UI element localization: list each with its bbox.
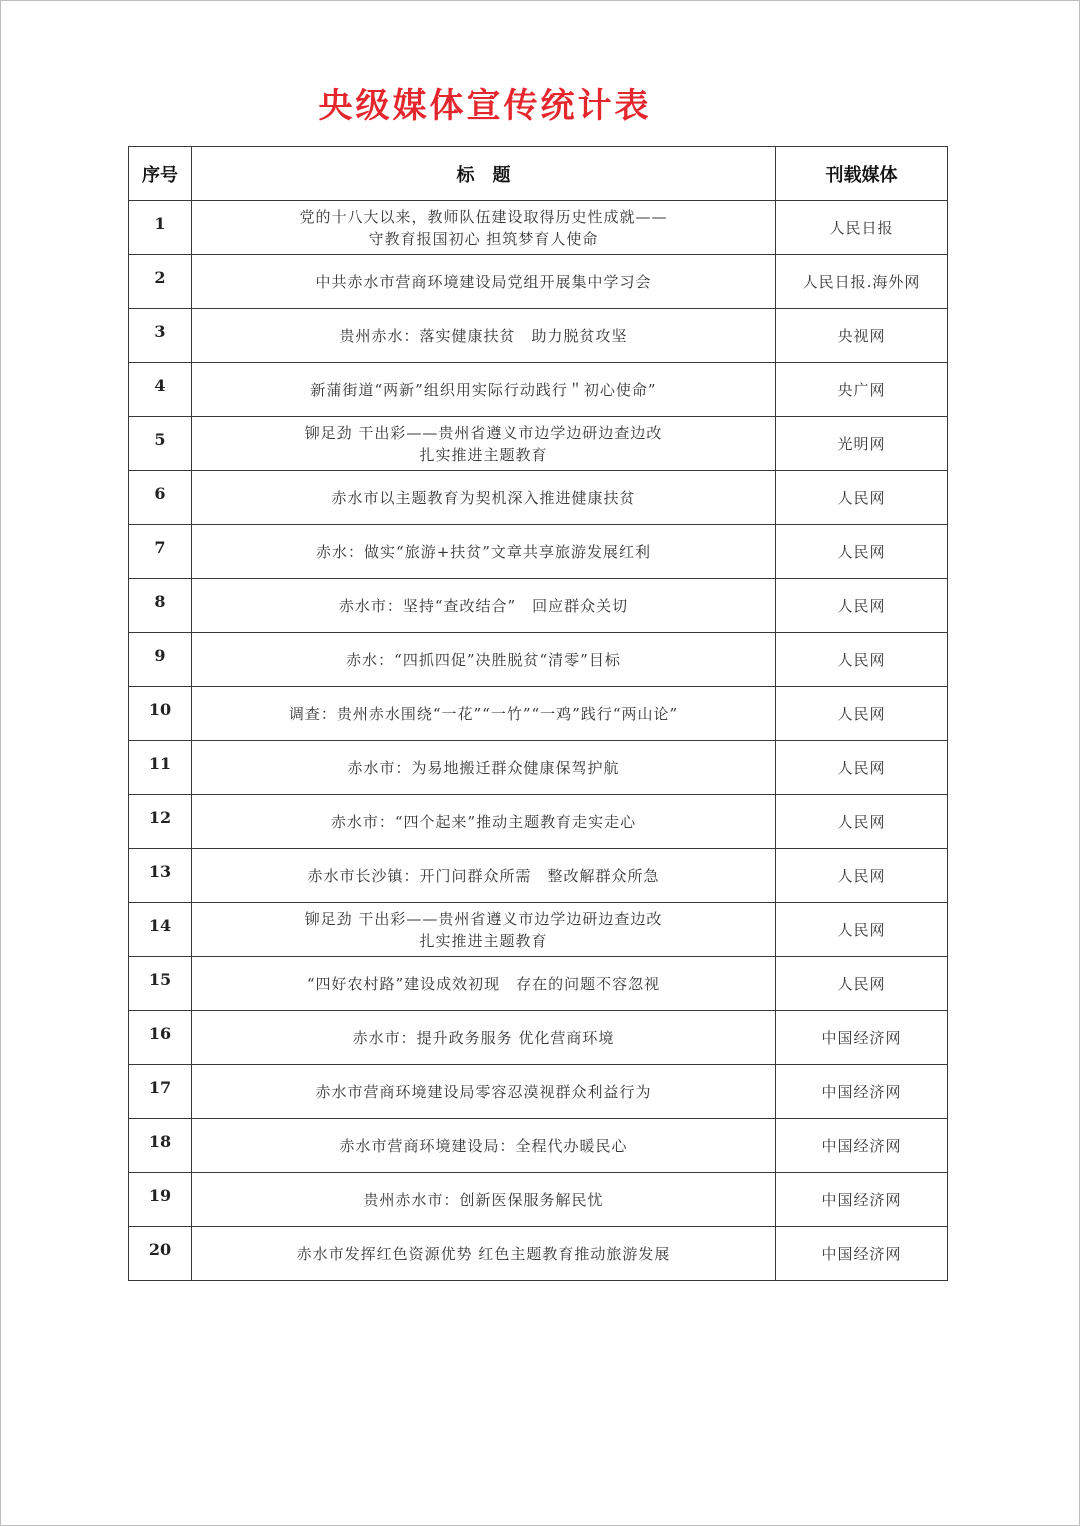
row-title: 赤水市：为易地搬迁群众健康保驾护航 — [192, 741, 776, 795]
row-media: 中国经济网 — [776, 1227, 948, 1281]
row-media: 光明网 — [776, 417, 948, 471]
row-seq: 5 — [129, 417, 192, 471]
table-row — [129, 633, 948, 687]
row-media: 人民日报 — [776, 201, 948, 255]
row-seq: 17 — [129, 1065, 192, 1119]
table-row — [129, 849, 948, 903]
row-title: 新蒲街道“两新”组织用实际行动践行＂初心使命” — [192, 363, 776, 417]
row-media: 央广网 — [776, 363, 948, 417]
row-media: 人民日报.海外网 — [776, 255, 948, 309]
table-row — [129, 525, 948, 579]
row-title: 铆足劲 干出彩——贵州省遵义市边学边研边查边改 扎实推进主题教育 — [192, 417, 776, 471]
row-title: 党的十八大以来，教师队伍建设取得历史性成就—— 守教育报国初心 担筑梦育人使命 — [192, 201, 776, 255]
row-seq: 9 — [129, 633, 192, 687]
row-title: 赤水市营商环境建设局零容忍漠视群众利益行为 — [192, 1065, 776, 1119]
row-media: 人民网 — [776, 741, 948, 795]
row-title: 赤水市：提升政务服务 优化营商环境 — [192, 1011, 776, 1065]
row-media: 央视网 — [776, 309, 948, 363]
row-media: 人民网 — [776, 903, 948, 957]
row-seq: 20 — [129, 1227, 192, 1281]
row-seq: 4 — [129, 363, 192, 417]
row-seq: 7 — [129, 525, 192, 579]
row-seq: 2 — [129, 255, 192, 309]
row-title: 铆足劲 干出彩——贵州省遵义市边学边研边查边改 扎实推进主题教育 — [192, 903, 776, 957]
row-media: 人民网 — [776, 795, 948, 849]
row-media: 人民网 — [776, 849, 948, 903]
row-media: 中国经济网 — [776, 1173, 948, 1227]
table-row — [129, 201, 948, 255]
row-media: 人民网 — [776, 579, 948, 633]
table-row — [129, 687, 948, 741]
row-media: 人民网 — [776, 525, 948, 579]
page-title: 央级媒体宣传统计表 — [318, 86, 652, 126]
row-seq: 1 — [129, 201, 192, 255]
row-media: 人民网 — [776, 687, 948, 741]
table-row — [129, 1119, 948, 1173]
table-row — [129, 471, 948, 525]
row-seq: 13 — [129, 849, 192, 903]
table-row — [129, 903, 948, 957]
row-seq: 3 — [129, 309, 192, 363]
row-seq: 8 — [129, 579, 192, 633]
row-media: 中国经济网 — [776, 1011, 948, 1065]
table-row — [129, 795, 948, 849]
row-media: 人民网 — [776, 471, 948, 525]
row-seq: 14 — [129, 903, 192, 957]
stats-table — [128, 146, 948, 1281]
table-row — [129, 1227, 948, 1281]
table-row — [129, 957, 948, 1011]
table-header-row — [129, 147, 948, 201]
row-title: 赤水市以主题教育为契机深入推进健康扶贫 — [192, 471, 776, 525]
table-row — [129, 255, 948, 309]
row-seq: 19 — [129, 1173, 192, 1227]
row-title: 赤水市：“四个起来”推动主题教育走实走心 — [192, 795, 776, 849]
row-title: 赤水市营商环境建设局：全程代办暖民心 — [192, 1119, 776, 1173]
row-seq: 10 — [129, 687, 192, 741]
header-media: 刊载媒体 — [776, 147, 948, 201]
row-seq: 11 — [129, 741, 192, 795]
row-media: 中国经济网 — [776, 1119, 948, 1173]
row-title: 中共赤水市营商环境建设局党组开展集中学习会 — [192, 255, 776, 309]
header-title: 标 题 — [192, 147, 776, 201]
table-row — [129, 579, 948, 633]
row-seq: 18 — [129, 1119, 192, 1173]
row-seq: 6 — [129, 471, 192, 525]
row-title: 赤水：“四抓四促”决胜脱贫“清零”目标 — [192, 633, 776, 687]
header-seq: 序号 — [129, 147, 192, 201]
table-row — [129, 417, 948, 471]
table-row — [129, 1065, 948, 1119]
table-row — [129, 1173, 948, 1227]
table-row — [129, 309, 948, 363]
table-row — [129, 1011, 948, 1065]
row-seq: 16 — [129, 1011, 192, 1065]
table-row — [129, 363, 948, 417]
row-seq: 12 — [129, 795, 192, 849]
row-title: 贵州赤水：落实健康扶贫 助力脱贫攻坚 — [192, 309, 776, 363]
row-title: 调查：贵州赤水围绕“一花”“一竹”“一鸡”践行“两山论” — [192, 687, 776, 741]
row-media: 人民网 — [776, 633, 948, 687]
row-title: 贵州赤水市：创新医保服务解民忧 — [192, 1173, 776, 1227]
row-title: “四好农村路”建设成效初现 存在的问题不容忽视 — [192, 957, 776, 1011]
row-title: 赤水市长沙镇：开门问群众所需 整改解群众所急 — [192, 849, 776, 903]
row-title: 赤水市发挥红色资源优势 红色主题教育推动旅游发展 — [192, 1227, 776, 1281]
row-title: 赤水：做实“旅游+扶贫”文章共享旅游发展红利 — [192, 525, 776, 579]
row-seq: 15 — [129, 957, 192, 1011]
row-title: 赤水市：坚持“查改结合” 回应群众关切 — [192, 579, 776, 633]
row-media: 人民网 — [776, 957, 948, 1011]
table-row — [129, 741, 948, 795]
row-media: 中国经济网 — [776, 1065, 948, 1119]
